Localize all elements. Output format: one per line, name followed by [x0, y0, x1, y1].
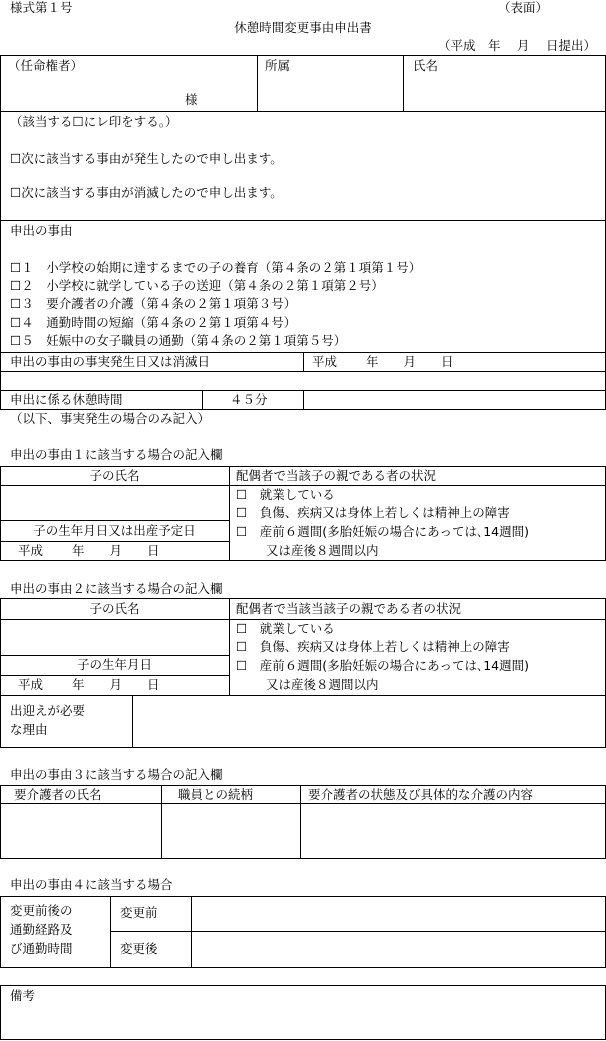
blank-row — [0, 371, 606, 391]
sec2-reason-label-line1: 出迎えが必要 — [10, 703, 86, 718]
remarks-box[interactable] — [0, 985, 606, 1040]
sec1-child-name-header: 子の氏名 — [89, 468, 140, 483]
department-label: 所属 — [265, 58, 291, 73]
sec4-after-label: 変更後 — [120, 941, 158, 956]
sec4-before-label: 変更前 — [120, 905, 158, 920]
front-side-label: （表面） — [498, 0, 549, 15]
reason-item-3[interactable]: ☐３ 要介護者の介護（第４条の２第１項第３号） — [10, 296, 297, 311]
sec4-table — [0, 896, 606, 968]
sec4-label-line2: 通勤経路及 — [10, 922, 73, 937]
reasons-label: 申出の事由 — [10, 223, 73, 238]
applicant-box — [0, 55, 606, 112]
form-number: 様式第１号 — [10, 0, 73, 15]
sec3-care-details-header: 要介護者の状態及び具体的な介護の内容 — [308, 787, 534, 802]
sec2-birth-date[interactable]: 平成 年 月 日 — [18, 677, 160, 692]
sec2-reason-label-line2: な理由 — [10, 722, 48, 737]
sec1-option-maternity[interactable]: ☐ 産前６週間(多胎妊娠の場合にあっては､14週間) — [236, 524, 529, 539]
break-time-label: 申出に係る休憩時間 — [10, 392, 123, 407]
sec1-option-maternity-cont: 又は産後８週間以内 — [266, 543, 379, 558]
fact-only-note: （以下、事実発生の場合のみ記入） — [10, 411, 211, 426]
sec1-birth-label: 子の生年月日又は出産予定日 — [33, 523, 196, 538]
sec2-spouse-header: 配偶者で当該当該子の親である者の状況 — [236, 601, 462, 616]
break-time-value[interactable]: ４５分 — [230, 392, 268, 407]
submission-date: （平成 年 月 日提出） — [438, 38, 596, 53]
sec1-title: 申出の事由１に該当する場合の記入欄 — [10, 447, 223, 462]
page-title: 休憩時間変更事由申出書 — [234, 20, 372, 35]
occurred-option[interactable]: ☐次に該当する事由が発生したので申し出ます。 — [10, 151, 283, 166]
sec4-title: 申出の事由４に該当する場合 — [10, 877, 173, 892]
sec2-title: 申出の事由２に該当する場合の記入欄 — [10, 581, 223, 596]
sec2-option-disability[interactable]: ☐ 負傷、疾病又は身体上若しくは精神上の障害 — [236, 639, 510, 654]
fact-date-label: 申出の事由の事実発生日又は消滅日 — [10, 354, 211, 369]
sec2-child-name-header: 子の氏名 — [89, 601, 140, 616]
sec4-label-line3: び通勤時間 — [10, 941, 73, 956]
sec3-care-recipient-header: 要介護者の氏名 — [14, 787, 102, 802]
sec3-title: 申出の事由３に該当する場合の記入欄 — [10, 767, 223, 782]
fact-date-value[interactable]: 平成 年 月 日 — [312, 354, 454, 369]
sec2-option-maternity[interactable]: ☐ 産前６週間(多胎妊娠の場合にあっては､14週間) — [236, 658, 529, 673]
reason-item-4[interactable]: ☐４ 通勤時間の短縮（第４条の２第１項第４号） — [10, 315, 297, 330]
sec3-relationship-header: 職員との続柄 — [178, 787, 254, 802]
sec1-option-disability[interactable]: ☐ 負傷、疾病又は身体上若しくは精神上の障害 — [236, 505, 510, 520]
remarks-label: 備考 — [10, 988, 36, 1003]
reason-item-5[interactable]: ☐５ 妊娠中の女子職員の通勤（第４条の２第１項第５号） — [10, 333, 347, 348]
reason-item-2[interactable]: ☐２ 小学校に就学している子の送迎（第４条の２第１項第２号） — [10, 278, 384, 293]
ceased-option[interactable]: ☐次に該当する事由が消滅したので申し出ます。 — [10, 185, 283, 200]
sec1-birth-date[interactable]: 平成 年 月 日 — [18, 543, 160, 558]
sec2-option-employed[interactable]: ☐ 就業している — [236, 621, 335, 636]
sama-suffix: 様 — [185, 92, 198, 107]
sec1-spouse-header: 配偶者で当該子の親である者の状況 — [236, 468, 437, 483]
appointer-label: （任命権者） — [8, 58, 84, 73]
checkbox-instruction: （該当する☐にレ印をする。） — [10, 114, 178, 129]
sec4-label-line1: 変更前後の — [10, 903, 73, 918]
sec2-option-maternity-cont: 又は産後８週間以内 — [266, 677, 379, 692]
reason-item-1[interactable]: ☐１ 小学校の始期に達するまでの子の養育（第４条の２第１項第１号） — [10, 260, 422, 275]
sec1-option-employed[interactable]: ☐ 就業している — [236, 487, 335, 502]
sec2-birth-label: 子の生年月日 — [76, 657, 152, 672]
name-label: 氏名 — [413, 58, 439, 73]
